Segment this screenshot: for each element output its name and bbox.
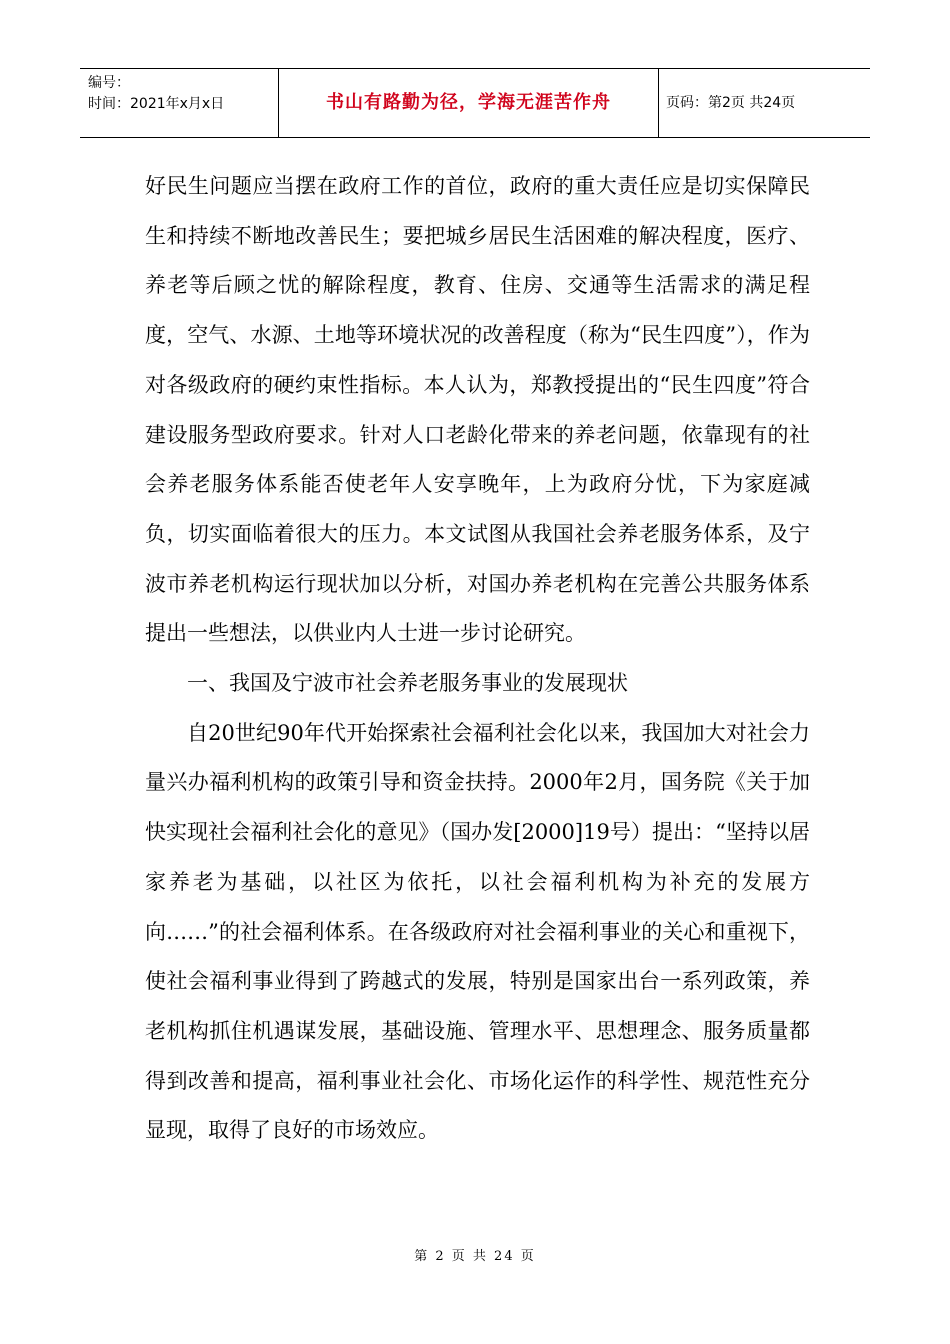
header-page-info: 页码：第2页 共24页 xyxy=(666,95,796,111)
page-footer: 第 2 页 共 24 页 xyxy=(414,1249,536,1264)
page-header xyxy=(80,68,870,138)
body-paragraph: 好民生问题应当摆在政府工作的首位，政府的重大责任应是切实保障民生和持续不断地改善民生；要把城乡居民生活困难的解决程度，医疗、养老等后顾之忧的解除程度，教育、住房、交通等生活需求的满足程度，空气、水源、土地等环境状况的改善程度（称为“民生四度”），作为对各级政府的硬约束性指标。本人认为，郑教授提出的“民生四度”符合建设服务型政府要求。针对人口老龄化带来的养老问题，依靠现有的社会养老服务体系能否使老年人安享晚年，上为政府分忧，下为家庭减负，切实面临着很大的压力。本文试图从我国社会养老服务体系，及宁波市养老机构运行现状加以分析，对国办养老机构在完善公共服务体系提出一些想法，以供业内人士进一步讨论研究。 xyxy=(145,174,810,646)
header-meta xyxy=(80,69,279,137)
document-body xyxy=(145,162,810,1156)
document-date-label: 时间：2021年x月x日 xyxy=(88,96,225,112)
body-paragraph: 自20世纪90年代开始探索社会福利社会化以来，我国加大对社会力量兴办福利机构的政策引导和资金扶持。2000年2月，国务院《关于加快实现社会福利社会化的意见》（国办发[2000]19号）提出：“坚持以居家养老为基础，以社区为依托，以社会福利机构为补充的发展方向……”的社会福利体系。在各级政府对社会福利事业的关心和重视下，使社会福利事业得到了跨越式的发展，特别是国家出台一系列政策，养老机构抓住机遇谋发展，基础设施、管理水平、思想理念、服务质量都得到改善和提高，福利事业社会化、市场化运作的科学性、规范性充分显现，取得了良好的市场效应。 xyxy=(145,720,810,1143)
document-number-label: 编号： xyxy=(88,75,130,91)
header-motto: 书山有路勤为径，学海无涯苦作舟 xyxy=(279,69,659,137)
section-heading: 一、我国及宁波市社会养老服务事业的发展现状 xyxy=(187,671,628,696)
